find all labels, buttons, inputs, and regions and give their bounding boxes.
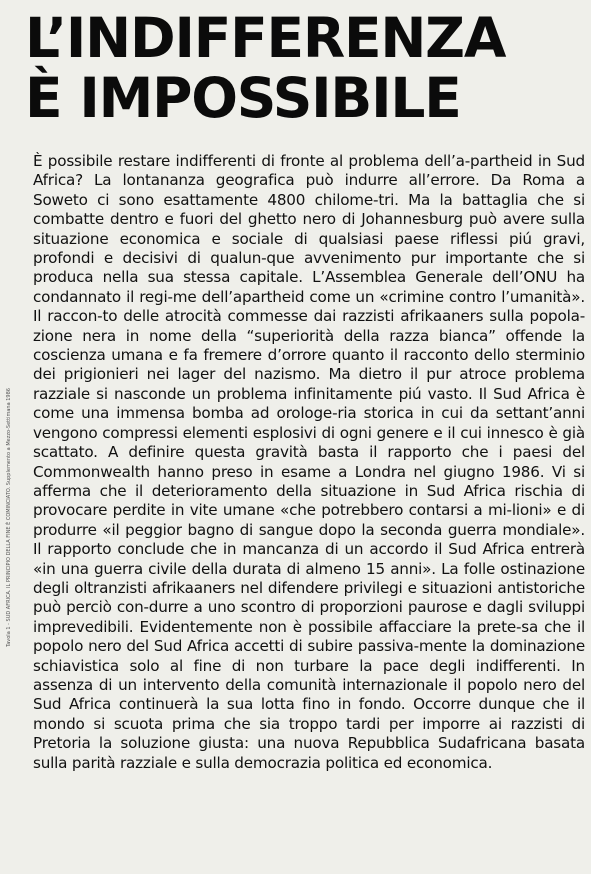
side-caption: Tavola 1 - SUD AFRICA. IL PRINCIPIO DELLA FINE È COMINCIATO. Supplemento a Mezzo-Settimana 1986 <box>6 388 12 647</box>
article-body: È possibile restare indifferenti di fronte al problema dell’a-partheid in Sud Africa? La lontananza geografica può indurre all’errore. Da Roma a Soweto ci sono esattamente 4800 chilome-tri. Ma la battaglia che si combatte dentro e fuori del ghetto nero di Johannesburg può avere sulla situazione economica e sociale di qualsiasi paese riflessi piú gravi, profondi e decisivi di qualun-que avvenimento pur importante che si produca nella sua stessa capitale. L’Assemblea Generale dell’ONU ha condannato il regi-me dell’apartheid come un «crimine contro l’umanità». Il raccon-to delle atrocità commesse dai razzisti afrikaaners sulla popola-zione nera in nome della “superiorità della razza bianca” offende la coscienza umana e fa fremere d’orrore quanto il racconto dello sterminio dei prigionieri nei lager del nazismo. Ma dietro il pur atroce problema razziale si nasconde un problema infinitamente piú vasto. Il Sud Africa è come una immensa bomba ad orologe-ria storica in cui da settant’anni vengono compressi elementi esplosivi di ogni genere e il cui innesco è già scattato. A definire questa gravità basta il rapporto che i paesi del Commonwealth hanno preso in esame a Londra nel giugno 1986. Vi si afferma che il deterioramento della situazione in Sud Africa rischia di provocare perdite in vite umane «che potrebbero contarsi a mi-lioni» e di produrre «il peggior bagno di sangue dopo la seconda guerra mondiale». Il rapporto conclude che in mancanza di un accordo il Sud Africa entrerà «in una guerra civile della durata di almeno 15 anni». La folle ostinazione degli oltranzisti afrikaaners nel difendere privilegi e situazioni antistoriche può perciò con-durre a uno scontro di proporzioni paurose e dagli sviluppi imprevedibili. Evidentemente non è possibile affacciare la prete-sa che il popolo nero del Sud Africa accetti di subire passiva-mente la dominazione schiavistica solo al fine di non turbare la pace degli indifferenti. In assenza di un intervento della comunità internazionale il popolo nero del Sud Africa continuerà la sua lotta fino in fondo. Occorre dunque che il mondo si scuota prima che sia troppo tardi per imporre ai razzisti di Pretoria la soluzione giusta: una nuova Repubblica Sudafricana basata sulla parità razziale e sulla democrazia politica ed economica. <box>33 152 585 772</box>
title-line-1: L’INDIFFERENZA <box>25 6 506 70</box>
title-line-2: È IMPOSSIBILE <box>25 66 461 130</box>
poster-title <box>25 8 573 128</box>
